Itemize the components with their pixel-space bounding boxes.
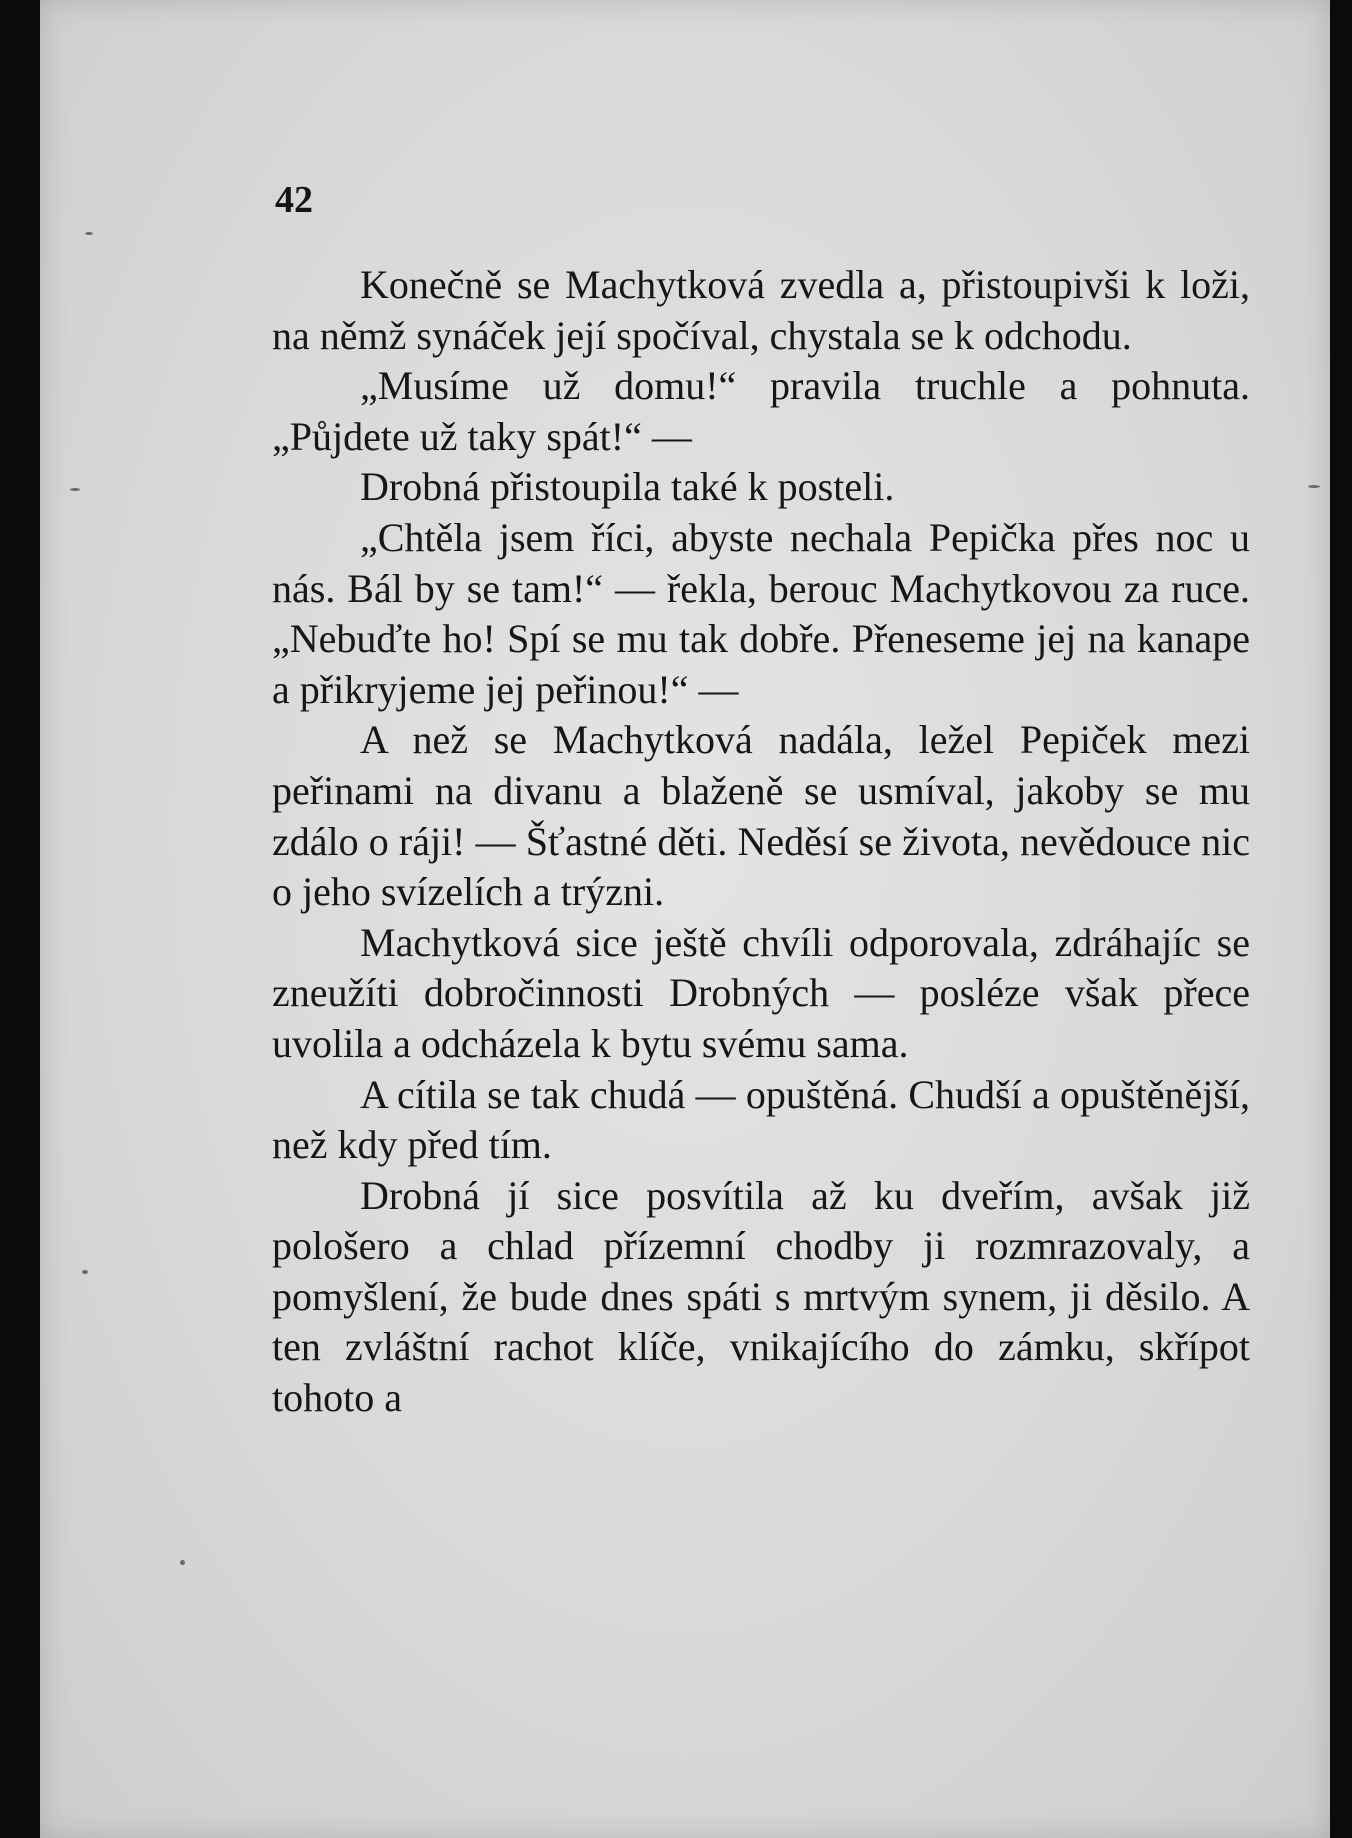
body-text [272, 260, 1250, 1424]
paragraph: Machytková sice ještě chvíli odporovala, zdráhajíc se zneužíti dobročinnosti Drobných — posléze však přece uvolila a odcházela k bytu svému sama. [272, 919, 1250, 1066]
book-page [40, 0, 1330, 1838]
paragraph: Drobná jí sice posvítila až ku dveřím, avšak již pološero a chlad přízemní chodby ji rozmrazovaly, a pomyšlení, že bude dnes spáti s mrtvým synem, ji děsilo. A ten zvláštní rachot klíče, vnikajícího do zámku, skřípot tohoto a [272, 1172, 1250, 1421]
paper-speck [1308, 485, 1320, 488]
paragraph: „Chtěla jsem říci, abyste nechala Pepička přes noc u nás. Bál by se tam!“ — řekla, berouc Machytkovou za ruce. „Nebuďte ho! Spí se mu tak dobře. Přeneseme jej na kanape a přikryjeme jej peřinou!“ — [272, 514, 1250, 712]
paper-speck [82, 1270, 88, 1274]
paper-speck [85, 232, 93, 235]
paper-speck [70, 488, 80, 491]
page-number: 42 [275, 179, 313, 221]
paragraph: A než se Machytková nadála, ležel Pepiček mezi peřinami na divanu a blaženě se usmíval, jakoby se mu zdálo o ráji! — Šťastné děti. Neděsí se života, nevědouce nic o jeho svízelích a trýzni. [272, 717, 1250, 915]
paragraph: Drobná přistoupila také k posteli. [360, 464, 895, 510]
paragraph: „Musíme už domu!“ pravila truchle a pohnuta. „Půjdete už taky spát!“ — [272, 363, 1250, 459]
paragraph: A cítila se tak chudá — opuštěná. Chudší a opuštěnější, než kdy před tím. [272, 1071, 1250, 1168]
paragraph: Konečně se Machytková zvedla a, přistoupivši k loži, na němž synáček její spočíval, chystala se k odchodu. [272, 262, 1250, 358]
paper-speck [180, 1560, 185, 1565]
